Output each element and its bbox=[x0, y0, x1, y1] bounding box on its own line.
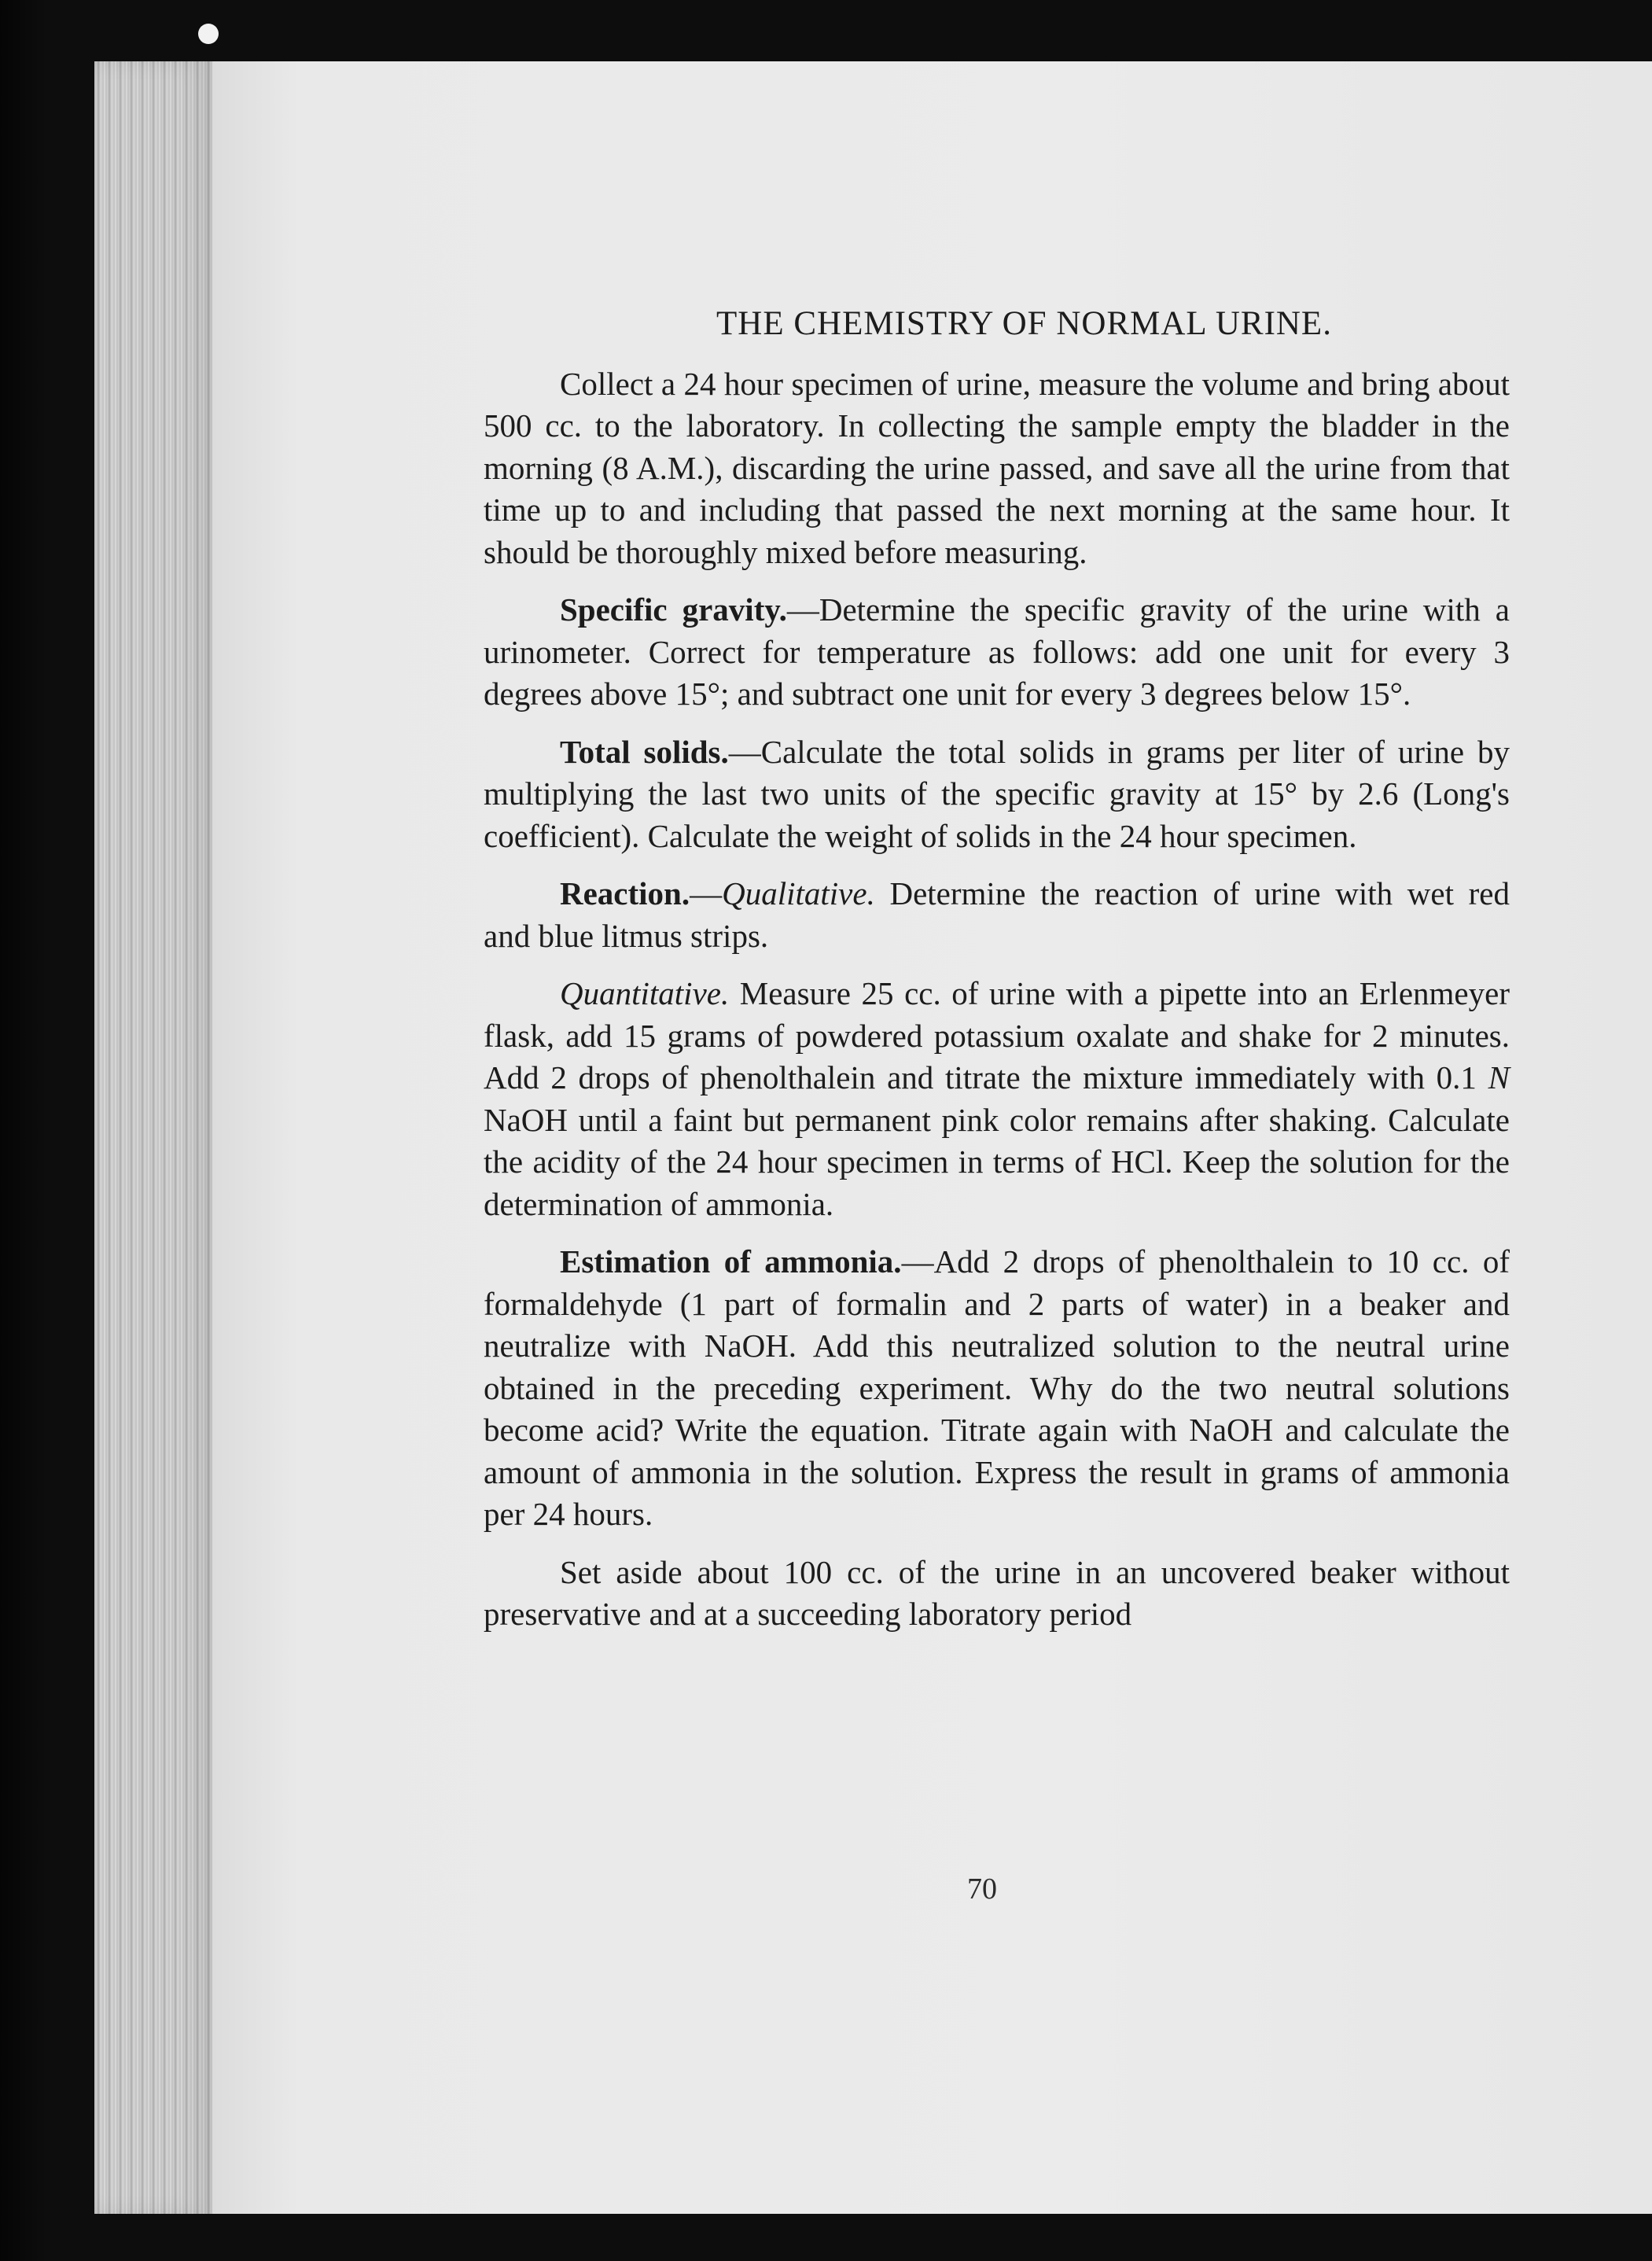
page-number: 70 bbox=[967, 1873, 997, 1906]
quantitative-label: Quantitative. bbox=[560, 975, 730, 1011]
set-aside-paragraph: Set aside about 100 cc. of the urine in an uncovered beaker without preservative and at a succeeding laboratory period bbox=[484, 1553, 1510, 1632]
quantitative-text-2: NaOH until a faint but permanent pink color remains after shaking. Calculate the acidity of the 24 hour specimen in terms of HCl. Keep the solution for the determination of ammonia. bbox=[484, 1101, 1510, 1222]
ammonia-text: —Add 2 drops of phenolthalein to 10 cc. of formaldehyde (1 part of formalin and 2 parts of water) in a beaker and neutralize with NaOH. Add this neutralized solution to the neutral urine obtained in the preceding experiment. Why do the two neutral solutions become acid? Write the equation. Titrate again with NaOH and calculate the amount of ammonia in the solution. Express the result in grams of ammonia per 24 hours. bbox=[484, 1243, 1510, 1532]
specific-gravity-heading: Specific gravity. bbox=[560, 591, 787, 628]
reaction-qualitative-label: Qualitative. bbox=[722, 875, 875, 911]
scan-hole-mark bbox=[198, 24, 219, 44]
page-edges bbox=[94, 61, 212, 2214]
total-solids-paragraph bbox=[484, 731, 1510, 858]
quantitative-paragraph bbox=[484, 973, 1510, 1225]
intro-paragraph: Collect a 24 hour specimen of urine, measure the volume and bring about 500 cc. to the laboratory. In collecting the sample empty the bladder in the morning (8 A.M.), discarding the urine passed, and save all the urine from that time up to and including that passed the next morning at the same hour. It should be thoroughly mixed before measuring. bbox=[484, 365, 1510, 570]
reaction-paragraph bbox=[484, 873, 1510, 957]
reaction-dash: — bbox=[690, 875, 723, 911]
quantitative-text-1: Measure 25 cc. of urine with a pipette into an Erlenmeyer flask, add 15 grams of powdered potassium oxalate and shake for 2 minutes. Add 2 drops of phenolthalein and titrate the mixture immediately with 0.1 bbox=[484, 975, 1510, 1096]
reaction-text: Determine the reaction of urine with wet red and blue litmus strips. bbox=[484, 875, 1510, 954]
total-solids-text: —Calculate the total solids in grams per liter of urine by multiplying the last two units of the specific gravity at 15° by 2.6 (Long's coefficient). Calculate the weight of solids in the 24 hour specimen. bbox=[484, 733, 1510, 854]
page-title: THE CHEMISTRY OF NORMAL URINE. bbox=[716, 305, 1332, 342]
ammonia-paragraph bbox=[484, 1241, 1510, 1536]
reaction-heading: Reaction. bbox=[560, 875, 690, 911]
ammonia-heading: Estimation of ammonia. bbox=[560, 1243, 902, 1280]
specific-gravity-text: —Determine the specific gravity of the urine with a urinometer. Correct for temperature as follows: add one unit for every 3 degrees above 15°; and subtract one unit for every 3 degrees below 15°. bbox=[484, 591, 1510, 712]
scan-left-shadow bbox=[0, 0, 47, 2261]
specific-gravity-paragraph bbox=[484, 589, 1510, 716]
page-text bbox=[484, 303, 1510, 1652]
total-solids-heading: Total solids. bbox=[560, 733, 729, 770]
normality-symbol: N bbox=[1488, 1059, 1510, 1096]
